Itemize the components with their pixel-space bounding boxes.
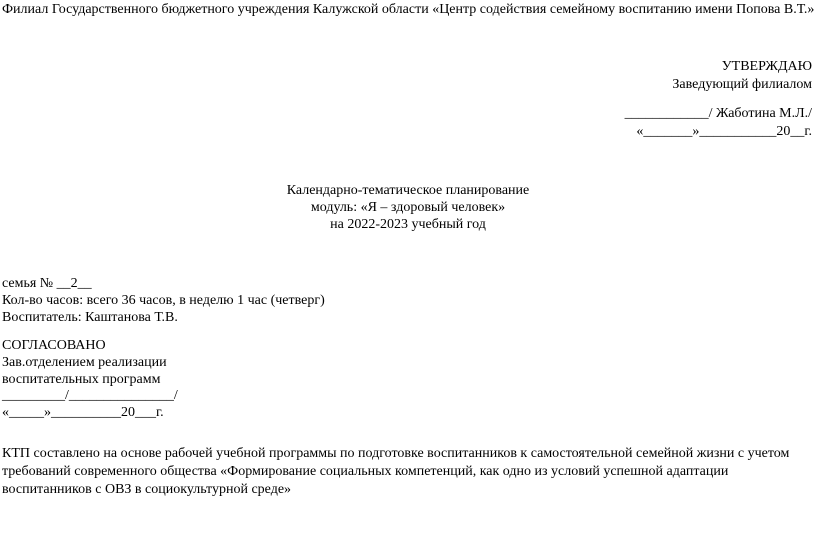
approval-date: «_______»___________20__г.: [636, 124, 812, 139]
agreed-position-line2: воспитательных программ: [2, 372, 161, 387]
organization-header: Филиал Государственного бюджетного учреждения Калужской области «Центр содействия семейному воспитанию имени Попова В.Т.»: [2, 2, 815, 17]
agreed-position-line1: Зав.отделением реализации: [2, 355, 167, 370]
agreed-date: «_____»__________20___г.: [2, 405, 164, 420]
teacher-info: Воспитатель: Каштанова Т.В.: [2, 310, 178, 325]
hours-info: Кол-во часов: всего 36 часов, в неделю 1 час (четверг): [2, 293, 325, 308]
plan-year: на 2022-2023 учебный год: [330, 217, 486, 232]
plan-title: Календарно-тематическое планирование: [286, 183, 530, 198]
approval-signature: ____________/ Жаботина М.Л./: [624, 106, 812, 121]
agreed-signature: _________/_______________/: [2, 388, 178, 403]
family-number: семья № __2__: [2, 276, 92, 291]
footer-basis-text: КТП составлено на основе рабочей учебной программы по подготовке воспитанников к самостоятельной семейной жизни с учетом требований современного общества «Формирование социальных компетенций, как одно из условий успешной адаптации воспитанников с ОВЗ в социокультурной среде»: [2, 446, 790, 497]
agreed-title: СОГЛАСОВАНО: [2, 338, 106, 353]
approval-title: УТВЕРЖДАЮ: [721, 59, 812, 74]
plan-module: модуль: «Я – здоровый человек»: [310, 200, 506, 215]
approval-position: Заведующий филиалом: [672, 77, 812, 92]
